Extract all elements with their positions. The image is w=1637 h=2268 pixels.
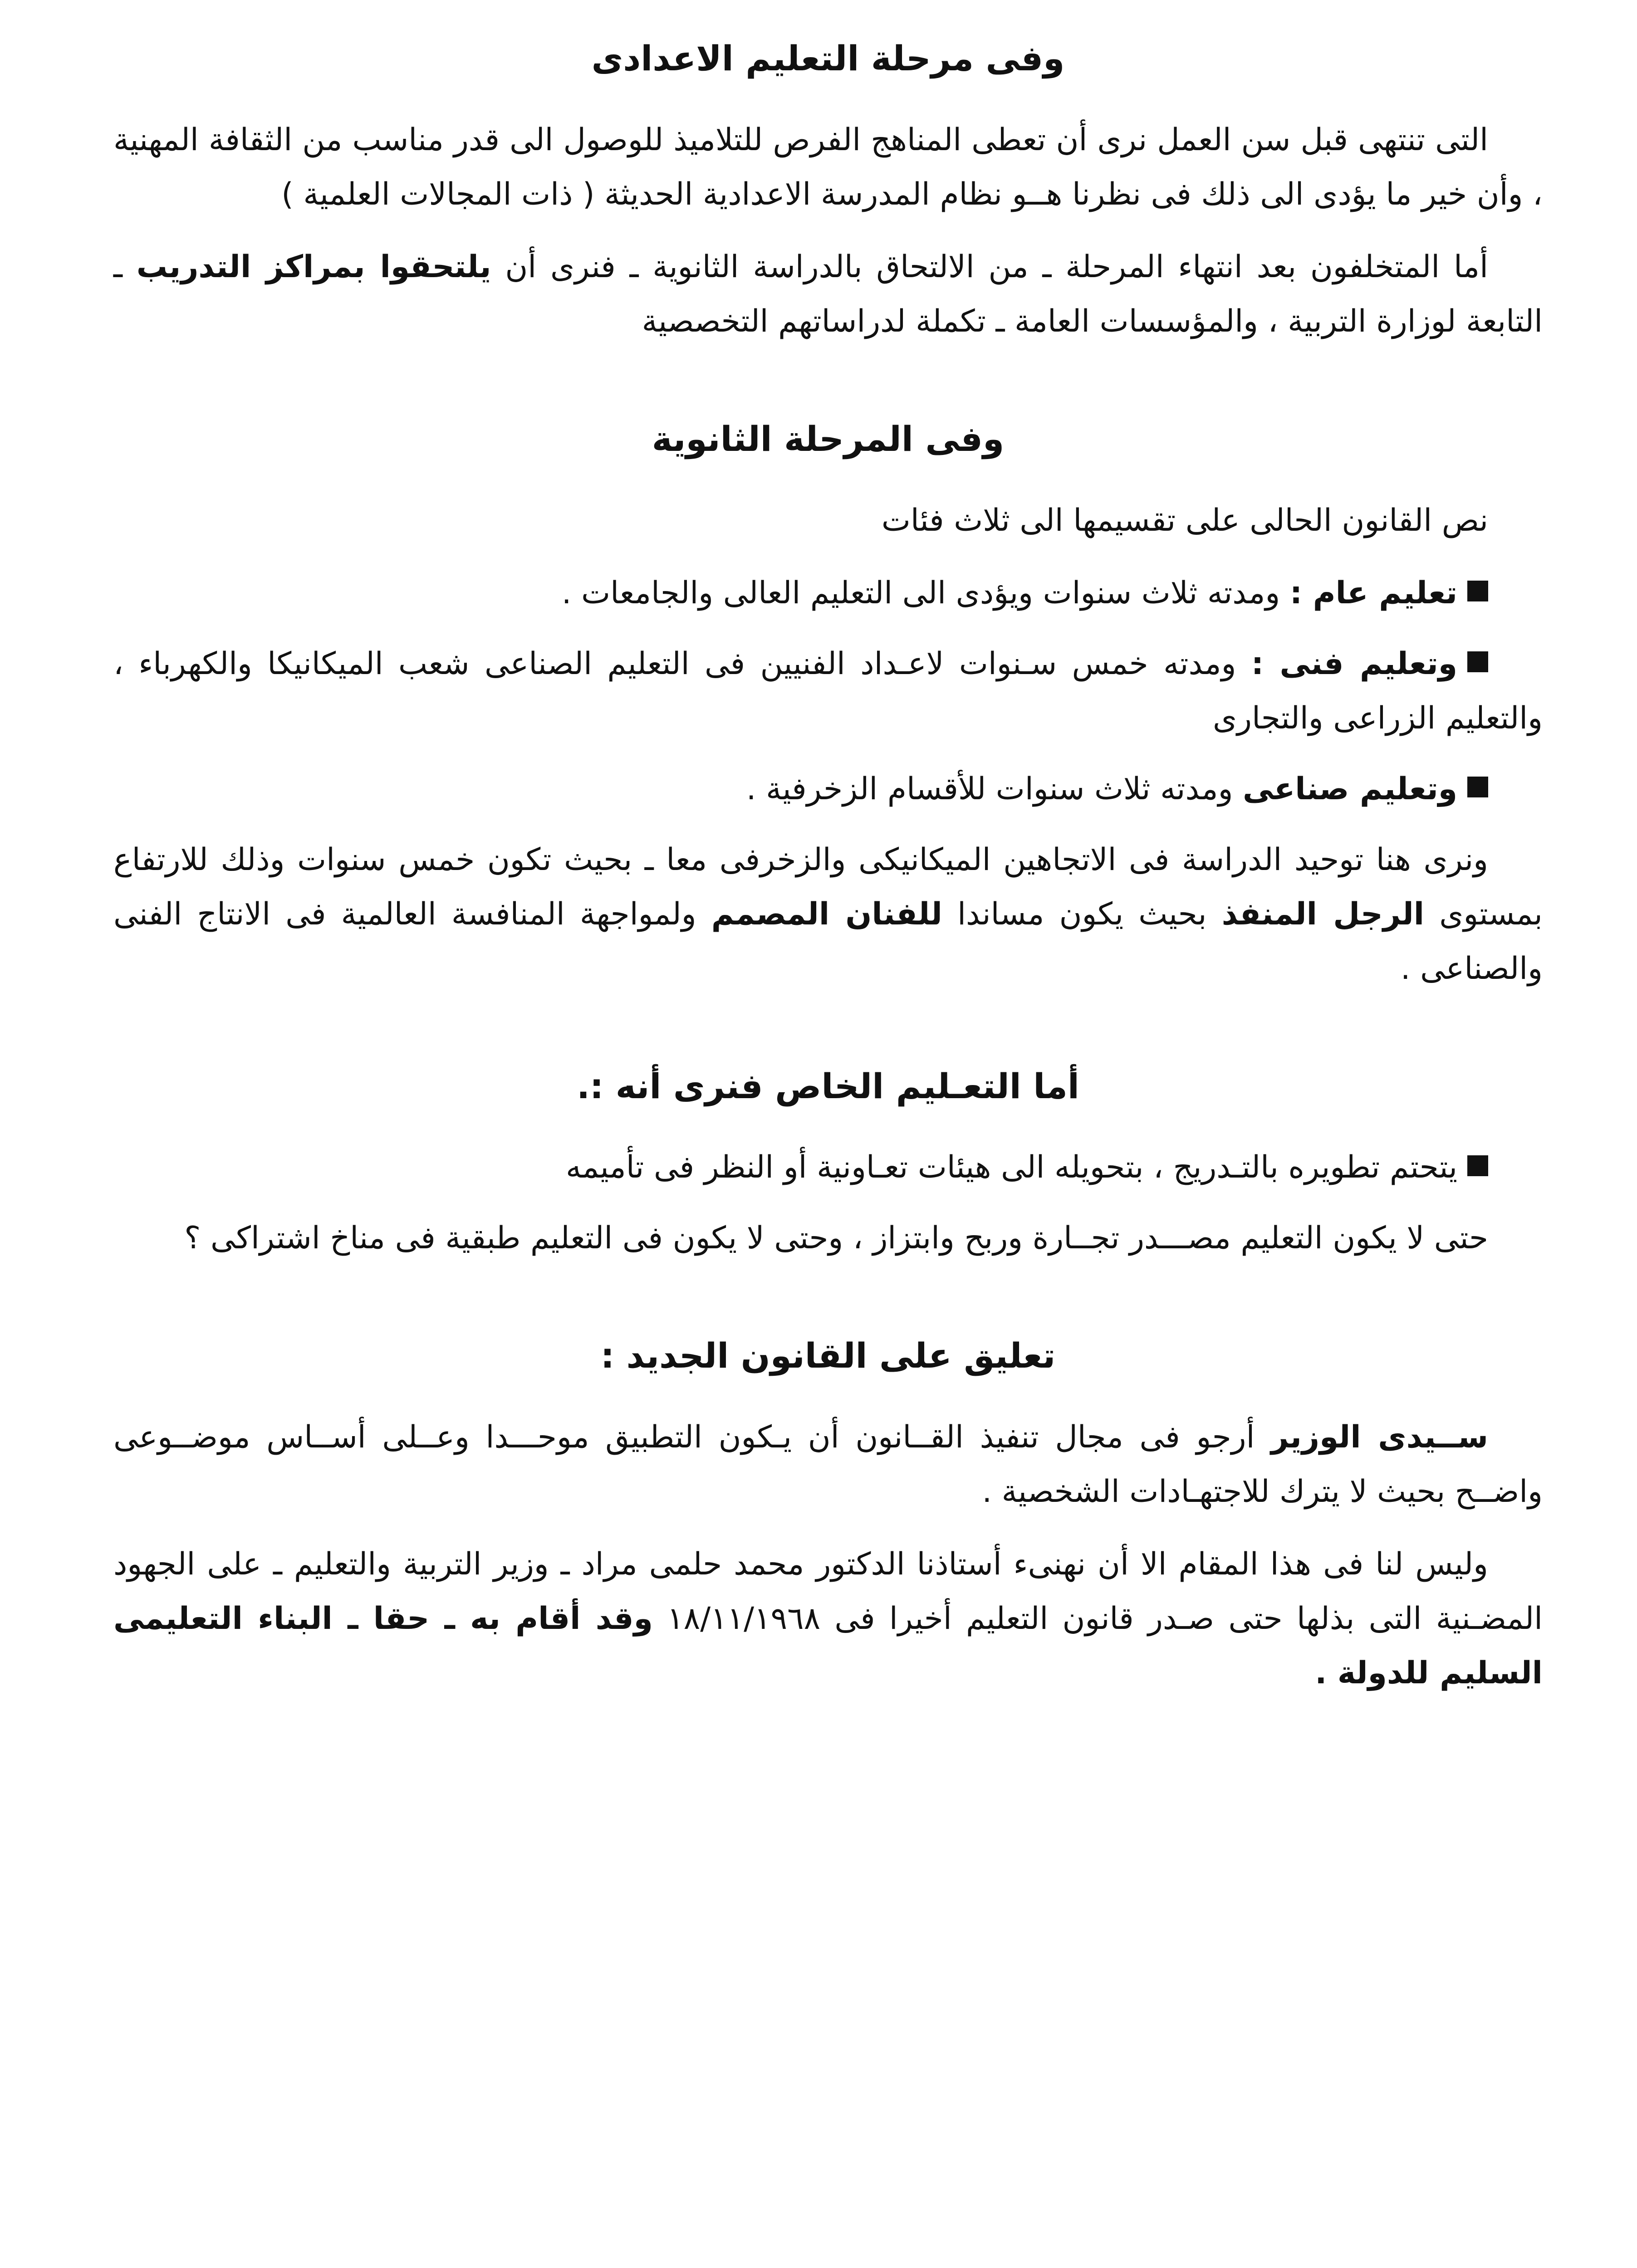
- text-run: بحيث يكون مساندا: [942, 896, 1222, 932]
- bold-text-training-centers: يلتحقوا بمراكز التدريب: [136, 249, 491, 285]
- text-run: وليس لنا فى هذا المقام الا أن نهنىء أستاذنا الدكتور محمد حلمى مراد ـ وزير التربية والتعليم ـ على الجهود المضـنية التى بذلها حتى صـدر قانون التعليم أخيرا فى ١٨/١١/١٩٦٨: [113, 1546, 1543, 1637]
- paragraph-no-commerce: حتى لا يكون التعليم مصـــدر تجــارة وربح وابتزاز ، وحتى لا يكون فى التعليم طبقية فى مناخ اشتراكى ؟: [184, 1220, 1488, 1256]
- section-heading-secondary: وفى المرحلة الثانوية: [652, 418, 1005, 459]
- list-item-technical-education: [113, 637, 1543, 746]
- bold-text-designer-artist: للفنان المصمم: [711, 896, 942, 932]
- list-item-private-development: [113, 1140, 1543, 1195]
- section-heading-new-law-comment: تعليق على القانون الجديد :: [600, 1335, 1056, 1376]
- square-bullet-icon: [1467, 651, 1488, 672]
- list-item-text: يتحتم تطويره بالتـدريج ، بتحويله الى هيئات تعـاونية أو النظر فى تأميمه: [566, 1149, 1457, 1186]
- bold-text-minister: ســيدى الوزير: [1271, 1419, 1489, 1456]
- text-run: أما المتخلفون بعد انتهاء المرحلة ـ من الالتحاق بالدراسة الثانوية ـ فنرى أن: [491, 249, 1488, 285]
- text-run: أرجو فى مجال تنفيذ القــانون أن يـكون التطبيق موحـــدا وعــلى أســاس موضــوعى واضــح بحيث لا يترك للاجتهـادات الشخصية .: [113, 1419, 1543, 1510]
- paragraph-congratulation: [113, 1537, 1543, 1701]
- list-item-text: ومدته ثلاث سنوات ويؤدى الى التعليم العالى والجامعات .: [561, 575, 1290, 611]
- paragraph-unify-study: [113, 833, 1543, 996]
- list-item-text: ومدته خمس سـنوات لاعـداد الفنيين فى التعليم الصناعى شعب الميكانيكا والكهرباء ، والتعليم الزراعى والتجارى: [113, 645, 1543, 736]
- list-item-industrial-education: [113, 762, 1543, 816]
- paragraph-secondary-intro: نص القانون الحالى على تقسيمها الى ثلاث فئات: [881, 502, 1488, 538]
- bold-text-sound-structure: وقد أقام به ـ حقا ـ البناء التعليمى السليم للدولة .: [113, 1601, 1543, 1691]
- list-item-text: ومدته ثلاث سنوات للأقسام الزخرفية .: [746, 771, 1243, 807]
- text-run: ولمواجهة المنافسة العالمية فى الانتاج الفنى والصناعى .: [113, 896, 1543, 987]
- square-bullet-icon: [1467, 777, 1488, 797]
- paragraph-minister-request: [113, 1410, 1543, 1519]
- section-heading-preparatory: وفى مرحلة التعليم الاعدادى: [591, 38, 1065, 78]
- bold-text-executing-man: الرجل المنفذ: [1221, 896, 1425, 932]
- paragraph-training-centers: [113, 240, 1543, 349]
- text-run: ـ التابعة لوزارة التربية ، والمؤسسات العامة ـ تكملة لدراساتهم التخصصية: [113, 249, 1543, 339]
- list-item-label: وتعليم فنى :: [1251, 645, 1457, 682]
- text-run: ونرى هنا توحيد الدراسة فى الاتجاهين الميكانيكى والزخرفى معا ـ بحيث تكون خمس سنوات وذلك للارتفاع بمستوى: [113, 841, 1543, 932]
- square-bullet-icon: [1467, 581, 1488, 601]
- list-item-label: تعليم عام :: [1289, 575, 1457, 611]
- square-bullet-icon: [1467, 1155, 1488, 1176]
- section-heading-private-education: أما التعـليم الخاص فنرى أنه :.: [577, 1066, 1079, 1106]
- paragraph-preparatory-curriculum: التى تنتهى قبل سن العمل نرى أن تعطى المناهج الفرص للتلاميذ للوصول الى قدر مناسب من الثقافة المهنية ، وأن خير ما يؤدى الى ذلك فى نظرنا هــو نظام المدرسة الاعدادية الحديثة ( ذات المجالات العلمية ): [113, 122, 1543, 212]
- document-page: [113, 36, 1543, 2268]
- list-item-label: وتعليم صناعى: [1243, 771, 1457, 807]
- list-item-general-education: [113, 566, 1543, 621]
